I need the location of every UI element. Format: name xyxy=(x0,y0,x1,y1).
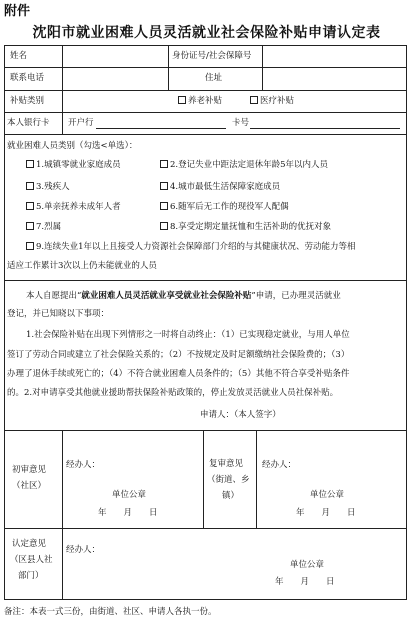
category-option-1[interactable]: 1.城镇零就业家庭成员 xyxy=(26,160,121,171)
col-divider xyxy=(262,45,263,90)
col-divider xyxy=(203,430,204,528)
declaration-item1-l4: 的。2.对申请享受其他就业援助帮扶保险补贴政策的，停止发放灵活就业人员社保补贴。 xyxy=(7,388,339,398)
initial-review-label: 初审意见 xyxy=(12,465,47,475)
bank-card-label: 本人银行卡 xyxy=(7,118,50,128)
category-option-4[interactable]: 4.城市最低生活保障家庭成员 xyxy=(160,182,280,193)
row-divider xyxy=(4,280,407,281)
recheck-handler-label: 经办人： xyxy=(262,460,297,470)
category-heading: 就业困难人员类别（勾选<单选）： xyxy=(7,141,138,151)
row-divider xyxy=(4,112,407,113)
checkbox-icon xyxy=(26,202,34,210)
declaration-item1-l3: 办理了退休手续或死亡的；（4）不符合就业困难人员条件的；（5）其他不符合享受补贴条件 xyxy=(7,369,350,379)
checkbox-icon xyxy=(160,160,168,168)
name-label: 姓名 xyxy=(10,51,28,61)
initial-handler-label: 经办人： xyxy=(66,460,101,470)
approval-handler-label: 经办人： xyxy=(66,545,101,555)
initial-review-label-sub: （社区） xyxy=(12,481,47,491)
declaration-line2: 登记，并已知晓以下事项： xyxy=(7,309,110,319)
col-divider xyxy=(168,45,169,90)
col-divider xyxy=(62,430,63,600)
checkbox-icon xyxy=(26,242,34,250)
row-divider xyxy=(4,67,407,68)
initial-seal-label: 单位公章 xyxy=(112,490,147,500)
category-option-8[interactable]: 8.享受定期定量抚恤和生活补助的优抚对象 xyxy=(160,222,331,233)
checkbox-icon xyxy=(26,160,34,168)
phone-field[interactable] xyxy=(64,71,164,87)
pension-subsidy-checkbox[interactable]: 养老补贴 xyxy=(178,96,222,107)
approval-label-sub: （区县人社 xyxy=(10,555,53,565)
applicant-signature-label: 申请人：（本人签字） xyxy=(200,410,281,420)
bank-field[interactable] xyxy=(96,128,226,129)
approval-label-sub2: 部门） xyxy=(18,571,44,581)
row-divider xyxy=(4,430,407,431)
address-label: 住址 xyxy=(205,73,223,83)
name-field[interactable] xyxy=(64,49,164,65)
checkbox-icon xyxy=(250,96,258,104)
phone-label: 联系电话 xyxy=(10,73,45,83)
subsidy-type-label: 补贴类别 xyxy=(10,96,45,106)
row-divider xyxy=(4,134,407,135)
category-option-2[interactable]: 2.登记失业中距法定退休年龄5年以内人员 xyxy=(160,160,328,171)
checkbox-icon xyxy=(178,96,186,104)
declaration-item1-l1: 1.社会保险补贴在出现下列情形之一时将自动终止：（1）已实现稳定就业，与用人单位 xyxy=(26,330,350,340)
attachment-label: 附件 xyxy=(4,4,31,19)
declaration-intro: 本人自愿提出“就业困难人员灵活就业享受就业社会保险补贴”申请，已办理灵活就业 xyxy=(26,291,341,301)
row-divider xyxy=(4,528,407,529)
col-divider xyxy=(62,45,63,134)
declaration-item1-l2: 签订了劳动合同或建立了社会保险关系的；（2）不按规定及时足额缴纳社会保险费的；（3） xyxy=(7,350,350,360)
id-field[interactable] xyxy=(264,49,404,65)
recheck-label-sub: （街道、乡 xyxy=(207,475,250,485)
category-option-6[interactable]: 6.随军后无工作的现役军人配偶 xyxy=(160,202,289,213)
card-no-field[interactable] xyxy=(250,128,400,129)
address-field[interactable] xyxy=(264,71,404,87)
recheck-seal-label: 单位公章 xyxy=(310,490,345,500)
category-option-5[interactable]: 5.单亲抚养未成年人者 xyxy=(26,202,121,213)
category-option-9-cont: 适应工作累计3次以上仍未能就业的人员 xyxy=(7,261,157,271)
bank-label: 开户行 xyxy=(68,118,94,128)
checkbox-icon xyxy=(26,222,34,230)
checkbox-icon xyxy=(160,222,168,230)
row-divider xyxy=(4,90,407,91)
col-divider xyxy=(256,430,257,528)
recheck-date-label: 年 月 日 xyxy=(296,508,356,518)
id-label: 身份证号/社会保障号 xyxy=(172,51,252,61)
checkbox-icon xyxy=(160,202,168,210)
recheck-label-sub2: 镇） xyxy=(222,491,240,501)
approval-seal-label: 单位公章 xyxy=(290,560,325,570)
category-option-9[interactable]: 9.连续失业1年以上且接受人力资源社会保障部门介绍的与其健康状况、劳动能力等相 xyxy=(26,242,356,253)
approval-date-label: 年 月 日 xyxy=(275,577,335,587)
form-title: 沈阳市就业困难人员灵活就业社会保险补贴申请认定表 xyxy=(32,25,381,41)
footer-note: 备注：本表一式三份，由街道、社区、申请人各执一份。 xyxy=(4,607,217,617)
category-option-3[interactable]: 3.残疾人 xyxy=(26,182,70,193)
recheck-label: 复审意见 xyxy=(209,459,244,469)
medical-subsidy-checkbox[interactable]: 医疗补贴 xyxy=(250,96,294,107)
approval-label: 认定意见 xyxy=(12,539,47,549)
checkbox-icon xyxy=(160,182,168,190)
initial-date-label: 年 月 日 xyxy=(98,508,158,518)
category-option-7[interactable]: 7.烈属 xyxy=(26,222,61,233)
card-no-label: 卡号 xyxy=(232,118,250,128)
checkbox-icon xyxy=(26,182,34,190)
